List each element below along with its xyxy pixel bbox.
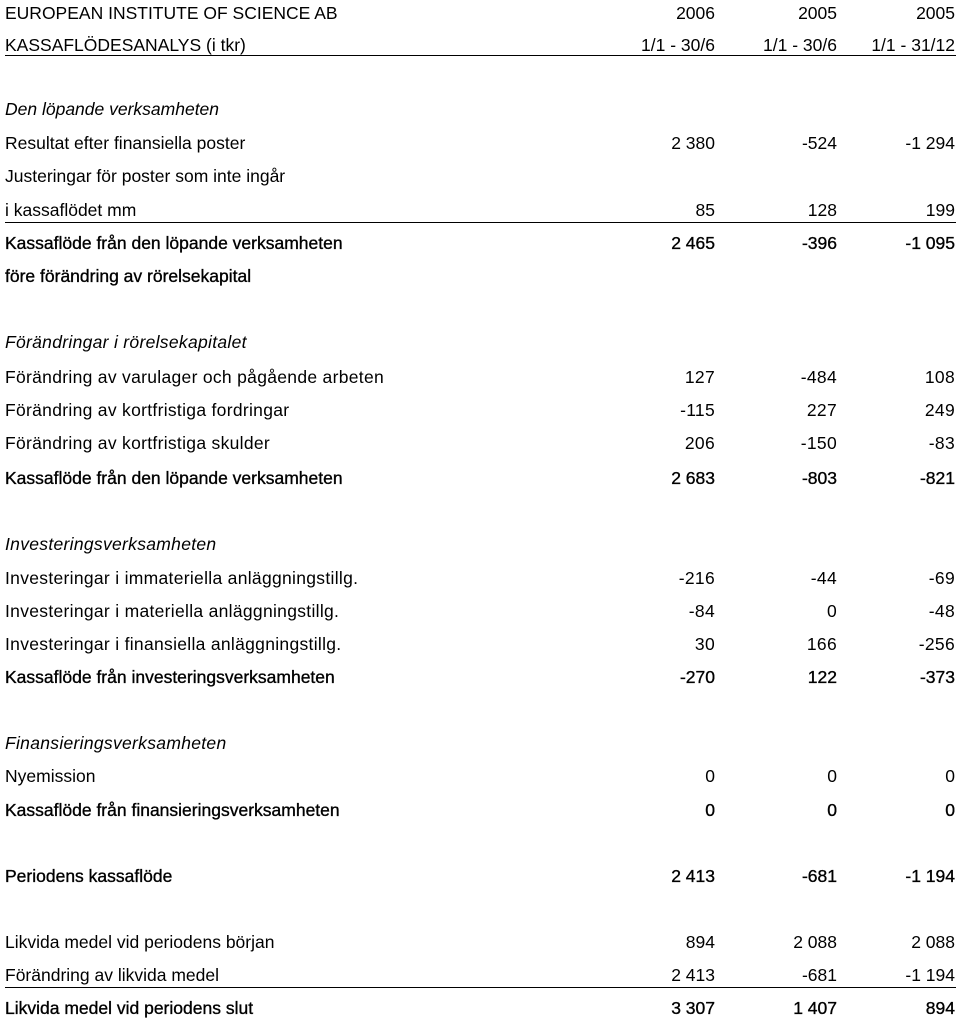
table-row — [0, 230, 960, 256]
table-row — [0, 631, 960, 657]
row-label: Investeringar i finansiella anläggningstillg. — [5, 634, 342, 654]
row-value: 30 — [694, 634, 715, 654]
row-label: Nyemission — [5, 766, 96, 786]
row-value: 249 — [924, 400, 955, 420]
row-label: Likvida medel vid periodens slut — [5, 998, 254, 1018]
row-value: -256 — [918, 634, 955, 654]
row-value: 2 413 — [671, 866, 715, 886]
row-value: 0 — [705, 800, 715, 820]
row-label: Förändring av kortfristiga fordringar — [5, 400, 290, 420]
row-value: 894 — [925, 998, 955, 1018]
row-value: 2 413 — [671, 965, 715, 985]
row-label: Kassaflöde från den löpande verksamheten — [5, 468, 343, 488]
row-value: -44 — [810, 568, 837, 588]
row-label: Investeringar i materiella anläggningstillg. — [5, 601, 340, 621]
table-row — [0, 962, 960, 988]
year-col-1: 2006 — [676, 3, 715, 23]
row-value: -821 — [919, 468, 955, 488]
row-value: 166 — [806, 634, 837, 654]
row-value: -681 — [801, 965, 837, 985]
table-row — [0, 995, 960, 1021]
row-label: Resultat efter finansiella poster — [5, 133, 246, 153]
row-value: 0 — [827, 800, 837, 820]
row-value: 122 — [807, 667, 837, 687]
year-col-3: 2005 — [916, 3, 955, 23]
year-col-2: 2005 — [798, 3, 837, 23]
row-value: -83 — [928, 433, 955, 453]
header-row-company — [0, 0, 960, 26]
table-row — [0, 598, 960, 624]
table-row — [0, 863, 960, 889]
section-heading-label: Investeringsverksamheten — [5, 534, 217, 554]
row-value: 0 — [827, 766, 837, 786]
row-value: -1 095 — [905, 233, 955, 253]
row-label: Förändring av varulager och pågående arbeten — [5, 367, 385, 387]
company-name: EUROPEAN INSTITUTE OF SCIENCE AB — [5, 3, 338, 23]
section-heading-label: Finansieringsverksamheten — [5, 733, 227, 753]
row-value: 894 — [685, 932, 715, 952]
row-value: 85 — [695, 200, 715, 220]
row-value: 206 — [684, 433, 715, 453]
row-value: 2 088 — [911, 932, 955, 952]
table-row — [0, 797, 960, 823]
row-label: i kassaflödet mm — [5, 200, 137, 220]
row-value: 2 088 — [793, 932, 837, 952]
row-value: 1 407 — [793, 998, 837, 1018]
section-heading — [0, 531, 960, 557]
row-value: -524 — [801, 133, 837, 153]
total-divider — [5, 987, 956, 988]
table-row — [0, 263, 960, 289]
row-value: -1 194 — [905, 866, 955, 886]
row-label: före förändring av rörelsekapital — [5, 266, 252, 286]
row-value: 3 307 — [671, 998, 715, 1018]
row-value: -681 — [801, 866, 837, 886]
row-value: -216 — [678, 568, 715, 588]
row-value: -396 — [801, 233, 837, 253]
row-label: Periodens kassaflöde — [5, 866, 173, 886]
row-label: Justeringar för poster som inte ingår — [5, 166, 286, 186]
row-label: Förändring av kortfristiga skulder — [5, 433, 271, 453]
table-row — [0, 163, 960, 189]
row-value: -1 294 — [905, 133, 955, 153]
row-value: 0 — [826, 601, 837, 621]
table-row — [0, 197, 960, 223]
table-row — [0, 763, 960, 789]
row-value: -1 194 — [905, 965, 955, 985]
row-label: Investeringar i immateriella anläggningstillg. — [5, 568, 359, 588]
row-value: -270 — [679, 667, 715, 687]
row-label: Förändring av likvida medel — [5, 965, 219, 985]
section-heading-label: Förändringar i rörelsekapitalet — [5, 332, 247, 352]
table-row — [0, 929, 960, 955]
table-row — [0, 565, 960, 591]
row-value: -69 — [928, 568, 955, 588]
row-value: -48 — [928, 601, 955, 621]
row-value: -84 — [688, 601, 715, 621]
table-row — [0, 465, 960, 491]
row-label: Likvida medel vid periodens början — [5, 932, 275, 952]
row-value: 227 — [806, 400, 837, 420]
section-heading — [0, 730, 960, 756]
row-label: Kassaflöde från investeringsverksamheten — [5, 667, 335, 687]
row-value: 2 465 — [671, 233, 715, 253]
statement-title: KASSAFLÖDESANALYS (i tkr) — [5, 35, 246, 55]
section-heading — [0, 96, 960, 122]
row-value: 108 — [924, 367, 955, 387]
table-row — [0, 364, 960, 390]
row-value: 0 — [945, 800, 955, 820]
row-value: -150 — [800, 433, 837, 453]
period-col-2: 1/1 - 30/6 — [763, 35, 837, 55]
section-heading-label: Den löpande verksamheten — [5, 99, 220, 119]
row-value: 0 — [705, 766, 715, 786]
table-row — [0, 664, 960, 690]
period-col-3: 1/1 - 31/12 — [871, 35, 955, 55]
table-row — [0, 430, 960, 456]
row-value: -803 — [801, 468, 837, 488]
header-divider — [5, 55, 956, 56]
row-value: 2 380 — [671, 133, 715, 153]
row-label: Kassaflöde från finansieringsverksamheten — [5, 800, 340, 820]
row-value: -115 — [680, 400, 715, 420]
subtotal-divider — [5, 222, 956, 223]
row-value: -484 — [800, 367, 837, 387]
row-value: 199 — [925, 200, 955, 220]
row-value: 2 683 — [671, 468, 715, 488]
table-row — [0, 397, 960, 423]
row-value: -373 — [919, 667, 955, 687]
row-label: Kassaflöde från den löpande verksamheten — [5, 233, 343, 253]
section-heading — [0, 329, 960, 355]
period-col-1: 1/1 - 30/6 — [641, 35, 715, 55]
row-value: 128 — [807, 200, 837, 220]
row-value: 127 — [684, 367, 715, 387]
row-value: 0 — [945, 766, 955, 786]
table-row — [0, 130, 960, 156]
